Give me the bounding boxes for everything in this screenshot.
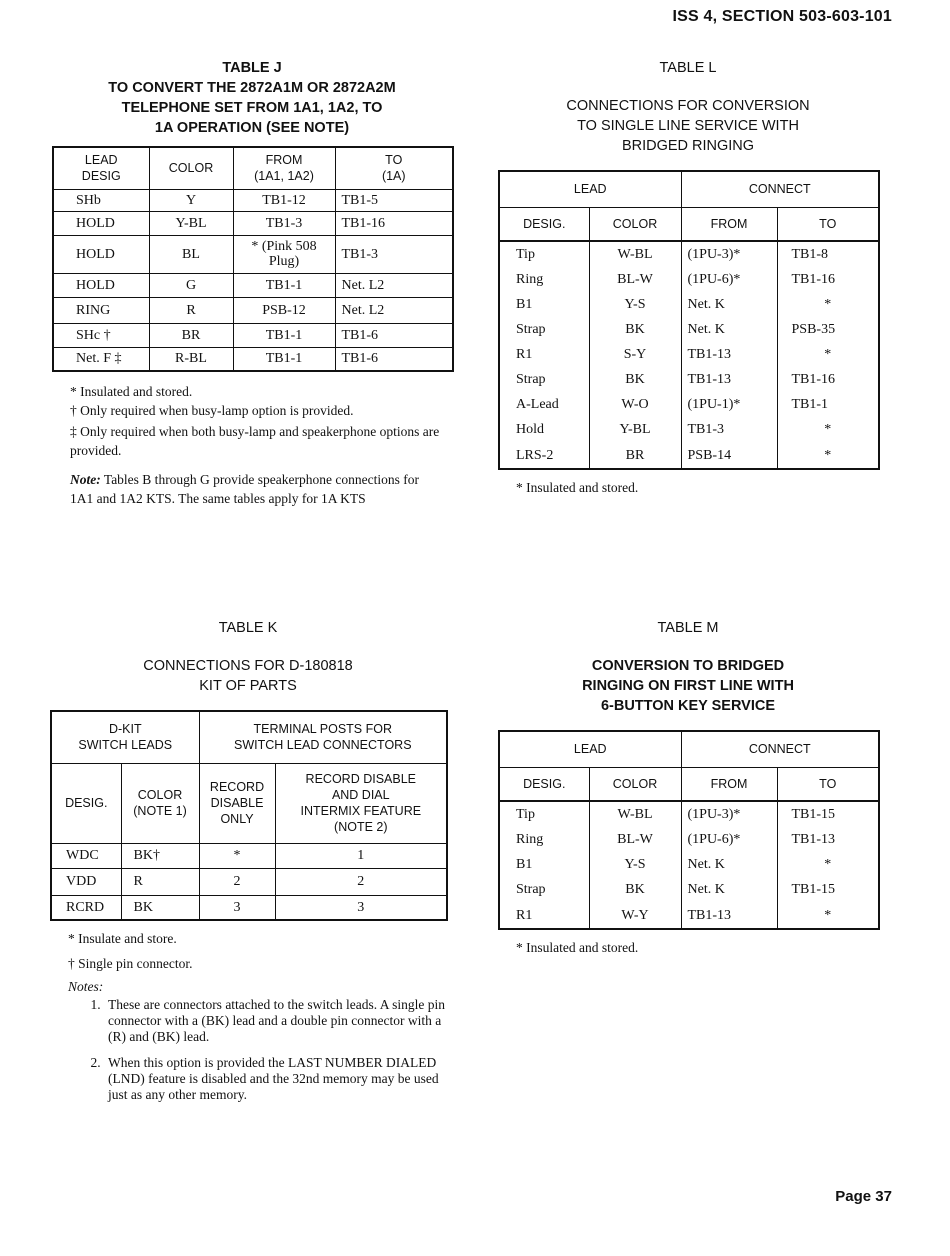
page-number: Page 37: [835, 1188, 892, 1205]
header-record: RECORD DISABLE ONLY: [199, 763, 275, 843]
cell: Y-S: [589, 292, 681, 317]
title-line: TELEPHONE SET FROM 1A1, 1A2, TO: [121, 100, 383, 116]
cell: *: [777, 852, 879, 877]
cell: TB1-13: [681, 342, 777, 367]
cell: SHb: [53, 189, 149, 211]
cell: TB1-15: [777, 801, 879, 827]
footnote: * Insulated and stored.: [70, 384, 193, 399]
cell: BR: [149, 323, 233, 347]
table-row: [53, 235, 453, 273]
cell: HOLD: [53, 273, 149, 297]
header-from: FROM (1A1, 1A2): [233, 147, 335, 189]
cell: W-BL: [589, 801, 681, 827]
table-row: [499, 827, 879, 852]
cell: TB1-8: [777, 241, 879, 267]
table-l-title: [498, 58, 878, 156]
note-text: Tables B through G provide speakerphone connections for 1A1 and 1A2 KTS. The same tables apply for 1A KTS: [70, 472, 419, 506]
table-m: [498, 730, 880, 930]
cell: TB1-13: [681, 367, 777, 392]
table-j: [52, 146, 454, 372]
table-row: [499, 241, 879, 267]
table-row: [53, 347, 453, 371]
cell: Net. K: [681, 877, 777, 902]
notes-label: Notes:: [68, 979, 104, 994]
title-line: TABLE L: [659, 60, 717, 76]
cell: * (Pink 508 Plug): [233, 235, 335, 273]
cell: A-Lead: [499, 392, 589, 417]
cell: BK†: [121, 843, 199, 868]
cell: (1PU-6)*: [681, 827, 777, 852]
title-line: TABLE K: [218, 620, 278, 636]
cell: WDC: [51, 843, 121, 868]
table-j-title: [52, 58, 452, 138]
table-row: [499, 267, 879, 292]
cell: RCRD: [51, 895, 121, 920]
cell: R-BL: [149, 347, 233, 371]
cell: (1PU-3)*: [681, 241, 777, 267]
table-k: [50, 710, 448, 921]
cell: *: [777, 417, 879, 442]
table-m-title: [498, 618, 878, 716]
cell: 2: [199, 868, 275, 895]
header-lead-desig: LEAD DESIG: [53, 147, 149, 189]
cell: R: [121, 868, 199, 895]
cell: TB1-3: [233, 211, 335, 235]
cell: *: [199, 843, 275, 868]
cell: Y-BL: [149, 211, 233, 235]
header-record-dial: RECORD DISABLE AND DIAL INTERMIX FEATURE (NOTE 2): [275, 763, 447, 843]
header-dkit: D-KIT SWITCH LEADS: [51, 711, 199, 763]
cell: Ring: [499, 827, 589, 852]
table-l-block: [498, 58, 878, 497]
table-l: [498, 170, 880, 470]
table-j-footnotes: [52, 382, 440, 508]
cell: Net. F ‡: [53, 347, 149, 371]
title-line: TO CONVERT THE 2872A1M OR 2872A2M: [108, 80, 396, 96]
title-line: KIT OF PARTS: [199, 678, 297, 694]
cell: TB1-15: [777, 877, 879, 902]
title-line: CONNECTIONS FOR CONVERSION: [566, 98, 810, 114]
note-item: 1. These are connectors attached to the switch leads. A single pin connector with a (BK) lead and a double pin connector with a (R) and (BK) lead.: [104, 997, 446, 1045]
title-line: 1A OPERATION (SEE NOTE): [154, 120, 350, 136]
cell: TB1-3: [335, 235, 453, 273]
table-j-note: [70, 470, 440, 508]
cell: Y-BL: [589, 417, 681, 442]
table-row: [499, 292, 879, 317]
cell: G: [149, 273, 233, 297]
cell: BK: [121, 895, 199, 920]
title-line: TABLE M: [657, 620, 719, 636]
section-header: ISS 4, SECTION 503-603-101: [672, 8, 892, 25]
table-k-footnotes: [50, 929, 446, 1103]
header-color: COLOR: [589, 207, 681, 241]
header-to: TO: [777, 207, 879, 241]
cell: PSB-12: [233, 297, 335, 323]
footnote: * Insulated and stored.: [516, 940, 639, 955]
table-row: [499, 367, 879, 392]
header-desig: DESIG.: [499, 207, 589, 241]
cell: *: [777, 292, 879, 317]
cell: *: [777, 342, 879, 367]
cell: Y: [149, 189, 233, 211]
title-line: TO SINGLE LINE SERVICE WITH: [577, 118, 799, 134]
cell: Hold: [499, 417, 589, 442]
title-line: BRIDGED RINGING: [621, 138, 755, 154]
cell: TB1-13: [681, 902, 777, 929]
table-row: [499, 801, 879, 827]
cell: BL: [149, 235, 233, 273]
title-line: TABLE J: [222, 60, 282, 76]
cell: BK: [589, 877, 681, 902]
cell: SHc †: [53, 323, 149, 347]
cell: TB1-16: [777, 267, 879, 292]
footnote: ‡ Only required when both busy-lamp and speakerphone options are provided.: [70, 424, 440, 458]
cell: TB1-12: [233, 189, 335, 211]
cell: BL-W: [589, 267, 681, 292]
cell: BK: [589, 317, 681, 342]
cell: VDD: [51, 868, 121, 895]
header-to: TO (1A): [335, 147, 453, 189]
cell: Strap: [499, 317, 589, 342]
cell: Y-S: [589, 852, 681, 877]
cell: R1: [499, 902, 589, 929]
table-row: [51, 843, 447, 868]
cell: 3: [199, 895, 275, 920]
table-j-block: [52, 58, 452, 508]
cell: R1: [499, 342, 589, 367]
cell: HOLD: [53, 235, 149, 273]
table-row: [499, 852, 879, 877]
cell: TB1-3: [681, 417, 777, 442]
table-row: [499, 442, 879, 469]
header-lead: LEAD: [499, 171, 681, 207]
cell: Tip: [499, 801, 589, 827]
cell: 2: [275, 868, 447, 895]
cell: 3: [275, 895, 447, 920]
cell: TB1-16: [335, 211, 453, 235]
cell: S-Y: [589, 342, 681, 367]
header-color: COLOR (NOTE 1): [121, 763, 199, 843]
table-row: [53, 189, 453, 211]
header-desig: DESIG.: [51, 763, 121, 843]
cell: 1: [275, 843, 447, 868]
cell: TB1-5: [335, 189, 453, 211]
header-connect: CONNECT: [681, 731, 879, 767]
table-k-block: [50, 618, 446, 1113]
cell: Net. L2: [335, 297, 453, 323]
table-row: [53, 273, 453, 297]
table-row: [51, 868, 447, 895]
table-row: [53, 211, 453, 235]
cell: Strap: [499, 877, 589, 902]
cell: TB1-6: [335, 347, 453, 371]
cell: W-O: [589, 392, 681, 417]
header-from: FROM: [681, 207, 777, 241]
table-row: [53, 323, 453, 347]
table-row: [51, 895, 447, 920]
cell: LRS-2: [499, 442, 589, 469]
title-line: CONVERSION TO BRIDGED: [591, 658, 785, 674]
cell: TB1-16: [777, 367, 879, 392]
table-row: [53, 297, 453, 323]
cell: Strap: [499, 367, 589, 392]
header-from: FROM: [681, 767, 777, 801]
title-line: CONNECTIONS FOR D-180818: [143, 658, 353, 674]
cell: PSB-35: [777, 317, 879, 342]
note-item: 2. When this option is provided the LAST NUMBER DIALED (LND) feature is disabled and the 32nd memory may be used just as any other memory.: [104, 1055, 446, 1103]
cell: TB1-1: [233, 347, 335, 371]
cell: TB1-13: [777, 827, 879, 852]
cell: Net. K: [681, 317, 777, 342]
header-desig: DESIG.: [499, 767, 589, 801]
table-row: [499, 902, 879, 929]
cell: TB1-1: [777, 392, 879, 417]
notes-list: [68, 997, 446, 1103]
table-row: [499, 392, 879, 417]
table-k-title: [50, 618, 446, 696]
cell: PSB-14: [681, 442, 777, 469]
header-to: TO: [777, 767, 879, 801]
cell: TB1-1: [233, 273, 335, 297]
cell: TB1-1: [233, 323, 335, 347]
cell: B1: [499, 852, 589, 877]
cell: *: [777, 902, 879, 929]
cell: BL-W: [589, 827, 681, 852]
cell: RING: [53, 297, 149, 323]
cell: (1PU-1)*: [681, 392, 777, 417]
footnote: * Insulated and stored.: [516, 480, 639, 495]
footnote: † Single pin connector.: [68, 956, 193, 971]
note-label: Note:: [70, 472, 101, 487]
cell: Net. L2: [335, 273, 453, 297]
cell: B1: [499, 292, 589, 317]
cell: BK: [589, 367, 681, 392]
header-color: COLOR: [589, 767, 681, 801]
cell: HOLD: [53, 211, 149, 235]
cell: R: [149, 297, 233, 323]
footnote: † Only required when busy-lamp option is provided.: [70, 403, 354, 418]
cell: (1PU-3)*: [681, 801, 777, 827]
cell: TB1-6: [335, 323, 453, 347]
table-row: [499, 317, 879, 342]
cell: W-BL: [589, 241, 681, 267]
cell: Net. K: [681, 852, 777, 877]
cell: *: [777, 442, 879, 469]
cell: Net. K: [681, 292, 777, 317]
cell: BR: [589, 442, 681, 469]
cell: Tip: [499, 241, 589, 267]
table-row: [499, 877, 879, 902]
cell: W-Y: [589, 902, 681, 929]
title-line: 6-BUTTON KEY SERVICE: [600, 698, 776, 714]
cell: Ring: [499, 267, 589, 292]
table-row: [499, 417, 879, 442]
table-row: [499, 342, 879, 367]
header-color: COLOR: [149, 147, 233, 189]
footnote: * Insulate and store.: [68, 931, 177, 946]
header-terminal: TERMINAL POSTS FOR SWITCH LEAD CONNECTORS: [199, 711, 447, 763]
table-m-block: [498, 618, 878, 957]
header-lead: LEAD: [499, 731, 681, 767]
title-line: RINGING ON FIRST LINE WITH: [582, 678, 794, 694]
cell: (1PU-6)*: [681, 267, 777, 292]
header-connect: CONNECT: [681, 171, 879, 207]
